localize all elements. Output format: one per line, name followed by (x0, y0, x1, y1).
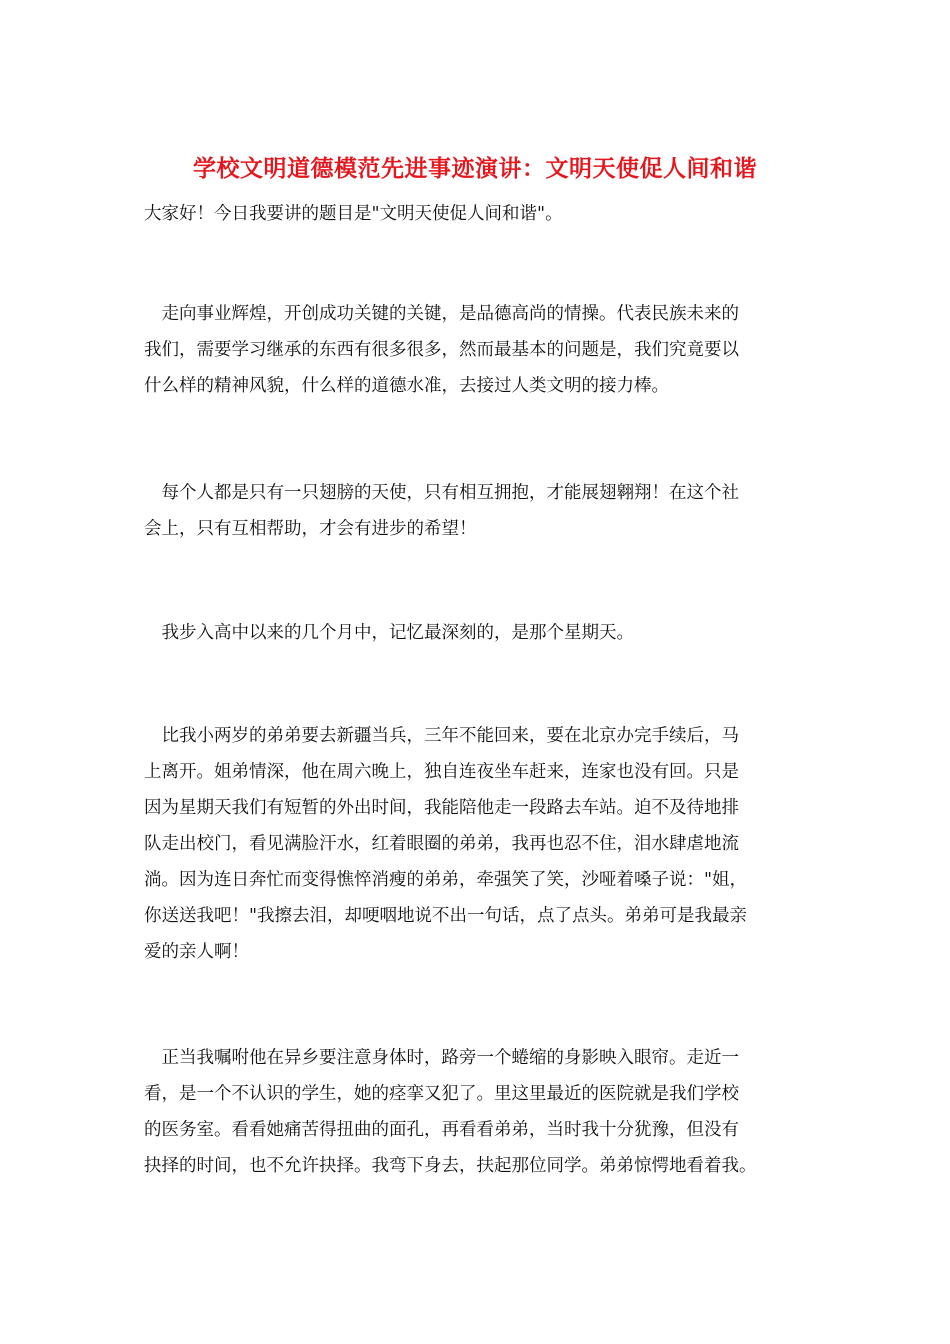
paragraph-5 (144, 1040, 810, 1184)
paragraph-line: 你送送我吧！"我擦去泪，却哽咽地说不出一句话，点了点头。弟弟可是我最亲 (144, 906, 748, 926)
paragraph-line: 我们，需要学习继承的东西有很多很多，然而最基本的问题是，我们究竟要以 (144, 340, 739, 360)
paragraph-line: 每个人都是只有一只翅膀的天使，只有相互拥抱，才能展翅翱翔！在这个社 (144, 483, 739, 503)
paragraph-line: 爱的亲人啊！ (144, 942, 249, 962)
paragraph-3 (144, 615, 810, 651)
paragraph-line: 队走出校门，看见满脸汗水，红着眼圈的弟弟，我再也忍不住，泪水肆虐地流 (144, 834, 739, 854)
paragraph-line: 因为星期天我们有短暂的外出时间，我能陪他走一段路去车站。迫不及待地排 (144, 798, 739, 818)
paragraph-1 (144, 296, 810, 404)
paragraph-line: 淌。因为连日奔忙而变得憔悴消瘦的弟弟，牵强笑了笑，沙哑着嗓子说："姐， (144, 870, 748, 890)
paragraph-2 (144, 475, 810, 547)
paragraph-line: 上离开。姐弟情深，他在周六晚上，独自连夜坐车赶来，连家也没有回。只是 (144, 762, 739, 782)
paragraph-line: 什么样的精神风貌，什么样的道德水准，去接过人类文明的接力棒。 (144, 376, 669, 396)
paragraph-line: 抉择的时间，也不允许抉择。我弯下身去，扶起那位同学。弟弟惊愕地看着我。 (144, 1156, 757, 1176)
paragraph-line: 比我小两岁的弟弟要去新疆当兵，三年不能回来，要在北京办完手续后，马 (144, 726, 739, 746)
paragraph-line: 走向事业辉煌，开创成功关键的关键，是品德高尚的情操。代表民族未来的 (144, 304, 739, 324)
document-title: 学校文明道德模范先进事迹演讲：文明天使促人间和谐 (193, 155, 757, 182)
paragraph-line: 正当我嘱咐他在异乡要注意身体时，路旁一个蜷缩的身影映入眼帘。走近一 (144, 1048, 739, 1068)
paragraph-line: 的医务室。看看她痛苦得扭曲的面孔，再看看弟弟，当时我十分犹豫，但没有 (144, 1120, 739, 1140)
paragraph-line: 我步入高中以来的几个月中，记忆最深刻的，是那个星期天。 (144, 623, 634, 643)
greeting-line: 大家好！今日我要讲的题目是"文明天使促人间和谐"。 (144, 204, 563, 224)
paragraph-4 (144, 718, 810, 970)
paragraph-line: 看，是一个不认识的学生，她的痉挛又犯了。里这里最近的医院就是我们学校 (144, 1084, 739, 1104)
paragraph-line: 会上，只有互相帮助，才会有进步的希望！ (144, 519, 477, 539)
